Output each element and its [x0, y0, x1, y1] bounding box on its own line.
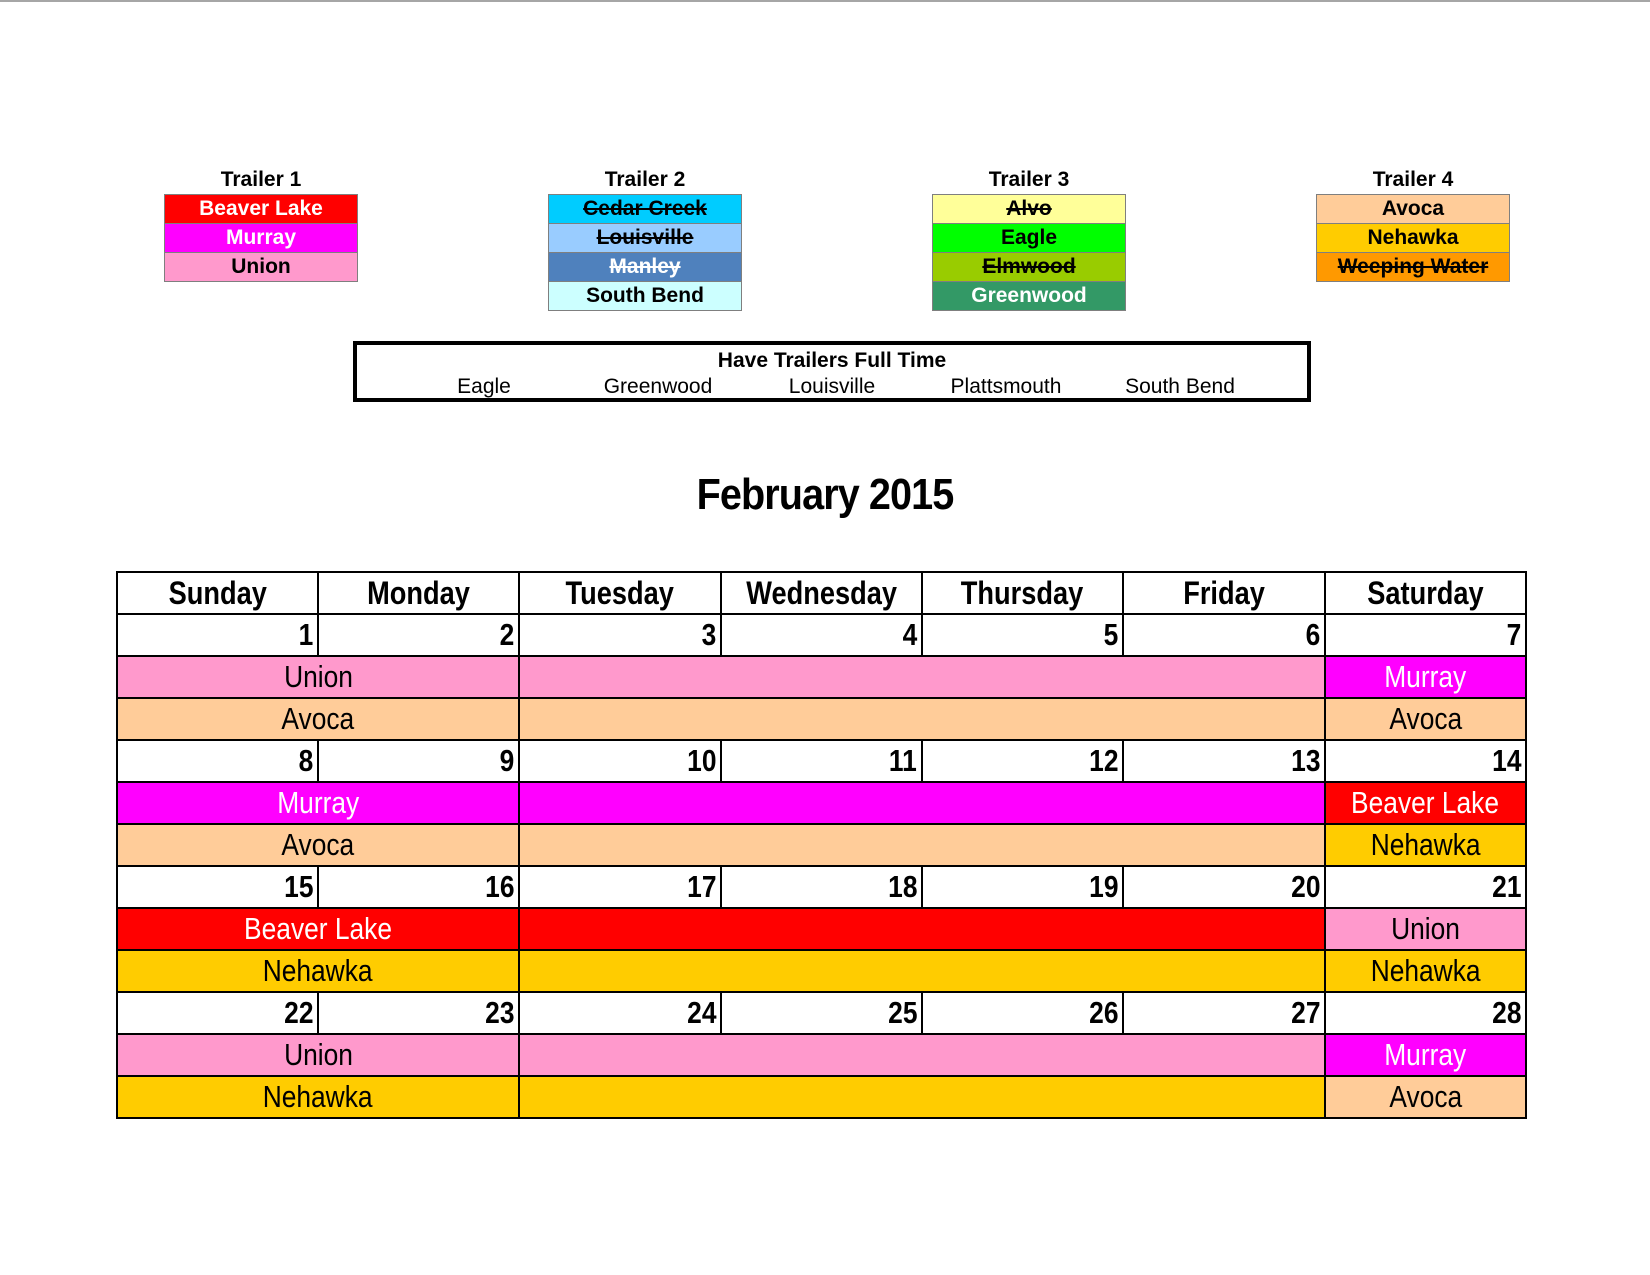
calendar-grid	[116, 571, 1527, 1119]
day-number-cell[interactable]: 22	[117, 992, 318, 1034]
day-number-row	[117, 740, 1526, 782]
day-number-row	[117, 866, 1526, 908]
schedule-band-row	[117, 782, 1526, 824]
top-rule	[0, 0, 1650, 2]
trailer-item: Eagle	[933, 224, 1125, 253]
day-number-cell[interactable]: 16	[318, 866, 519, 908]
trailer-title: Trailer 1	[220, 168, 302, 191]
day-number-cell[interactable]: 12	[922, 740, 1123, 782]
day-number-cell[interactable]: 24	[519, 992, 721, 1034]
trailer-item: Avoca	[1317, 195, 1509, 224]
day-number-row	[117, 992, 1526, 1034]
weekday-header: Saturday	[1325, 572, 1526, 614]
day-number-cell[interactable]: 18	[721, 866, 922, 908]
trailer-title: Trailer 2	[604, 168, 686, 191]
day-number-cell[interactable]: 25	[721, 992, 922, 1034]
trailer-item: Union	[165, 253, 357, 282]
schedule-band-cell[interactable]	[519, 782, 1325, 824]
schedule-band-row	[117, 950, 1526, 992]
weekday-header-row	[117, 572, 1526, 614]
schedule-band-cell[interactable]: Murray	[1325, 1034, 1526, 1076]
schedule-band-cell[interactable]: Union	[117, 1034, 519, 1076]
schedule-band-cell[interactable]	[519, 656, 1325, 698]
day-number-cell[interactable]: 11	[721, 740, 922, 782]
full-time-box	[353, 341, 1311, 402]
full-time-item: Greenwood	[603, 375, 713, 398]
full-time-item: Eagle	[457, 375, 511, 398]
trailer-list	[164, 194, 358, 282]
schedule-band-cell[interactable]	[519, 698, 1325, 740]
trailer-item: Murray	[165, 224, 357, 253]
day-number-cell[interactable]: 19	[922, 866, 1123, 908]
schedule-band-cell[interactable]: Murray	[1325, 656, 1526, 698]
trailer-list	[932, 194, 1126, 311]
day-number-cell[interactable]: 3	[519, 614, 721, 656]
day-number-cell[interactable]: 26	[922, 992, 1123, 1034]
day-number-cell[interactable]: 7	[1325, 614, 1526, 656]
weekday-header: Tuesday	[519, 572, 721, 614]
trailer-3-legend	[932, 168, 1126, 311]
day-number-cell[interactable]: 17	[519, 866, 721, 908]
schedule-band-row	[117, 698, 1526, 740]
trailer-item: Beaver Lake	[165, 195, 357, 224]
calendar-body	[117, 614, 1526, 1118]
weekday-header: Thursday	[922, 572, 1123, 614]
full-time-item: Louisville	[788, 375, 876, 398]
day-number-cell[interactable]: 9	[318, 740, 519, 782]
trailer-item: Louisville	[549, 224, 741, 253]
schedule-band-row	[117, 1076, 1526, 1118]
trailer-2-legend	[548, 168, 742, 311]
trailer-item: South Bend	[549, 282, 741, 311]
trailer-item: Alvo	[933, 195, 1125, 224]
day-number-cell[interactable]: 1	[117, 614, 318, 656]
trailer-item: Elmwood	[933, 253, 1125, 282]
schedule-band-cell[interactable]: Avoca	[117, 698, 519, 740]
day-number-cell[interactable]: 20	[1123, 866, 1325, 908]
day-number-cell[interactable]: 13	[1123, 740, 1325, 782]
day-number-cell[interactable]: 14	[1325, 740, 1526, 782]
trailer-item: Nehawka	[1317, 224, 1509, 253]
trailer-item: Cedar Creek	[549, 195, 741, 224]
schedule-band-cell[interactable]: Murray	[117, 782, 519, 824]
schedule-band-cell[interactable]	[519, 908, 1325, 950]
weekday-header: Wednesday	[721, 572, 922, 614]
schedule-band-cell[interactable]: Nehawka	[117, 1076, 519, 1118]
schedule-band-row	[117, 908, 1526, 950]
schedule-band-cell[interactable]: Nehawka	[1325, 824, 1526, 866]
schedule-band-cell[interactable]: Nehawka	[1325, 950, 1526, 992]
schedule-band-cell[interactable]: Beaver Lake	[1325, 782, 1526, 824]
full-time-list	[357, 375, 1307, 399]
day-number-cell[interactable]: 5	[922, 614, 1123, 656]
trailer-item: Weeping Water	[1317, 253, 1509, 282]
day-number-cell[interactable]: 27	[1123, 992, 1325, 1034]
schedule-band-cell[interactable]: Beaver Lake	[117, 908, 519, 950]
schedule-band-cell[interactable]	[519, 950, 1325, 992]
schedule-band-cell[interactable]: Union	[1325, 908, 1526, 950]
weekday-header: Monday	[318, 572, 519, 614]
schedule-band-row	[117, 824, 1526, 866]
trailer-title: Trailer 4	[1372, 168, 1454, 191]
trailer-1-legend	[164, 168, 358, 282]
full-time-title: Have Trailers Full Time	[717, 349, 947, 372]
schedule-band-cell[interactable]	[519, 824, 1325, 866]
day-number-cell[interactable]: 2	[318, 614, 519, 656]
day-number-cell[interactable]: 21	[1325, 866, 1526, 908]
day-number-cell[interactable]: 28	[1325, 992, 1526, 1034]
weekday-header: Friday	[1123, 572, 1325, 614]
trailer-item: Greenwood	[933, 282, 1125, 311]
day-number-cell[interactable]: 10	[519, 740, 721, 782]
schedule-band-cell[interactable]	[519, 1076, 1325, 1118]
schedule-band-row	[117, 1034, 1526, 1076]
schedule-band-cell[interactable]: Union	[117, 656, 519, 698]
trailer-list	[548, 194, 742, 311]
full-time-item: Plattsmouth	[950, 375, 1062, 398]
trailer-title: Trailer 3	[988, 168, 1070, 191]
schedule-band-cell[interactable]: Avoca	[117, 824, 519, 866]
day-number-cell[interactable]: 8	[117, 740, 318, 782]
day-number-row	[117, 614, 1526, 656]
schedule-band-cell[interactable]: Nehawka	[117, 950, 519, 992]
day-number-cell[interactable]: 4	[721, 614, 922, 656]
day-number-cell[interactable]: 15	[117, 866, 318, 908]
schedule-band-row	[117, 656, 1526, 698]
day-number-cell[interactable]: 6	[1123, 614, 1325, 656]
trailer-item: Manley	[549, 253, 741, 282]
day-number-cell[interactable]: 23	[318, 992, 519, 1034]
trailer-4-legend	[1316, 168, 1510, 282]
weekday-header: Sunday	[117, 572, 318, 614]
trailer-list	[1316, 194, 1510, 282]
full-time-item: South Bend	[1125, 375, 1235, 398]
schedule-band-cell[interactable]: Avoca	[1325, 698, 1526, 740]
schedule-band-cell[interactable]	[519, 1034, 1325, 1076]
calendar-title: February 2015	[696, 470, 954, 519]
schedule-band-cell[interactable]: Avoca	[1325, 1076, 1526, 1118]
